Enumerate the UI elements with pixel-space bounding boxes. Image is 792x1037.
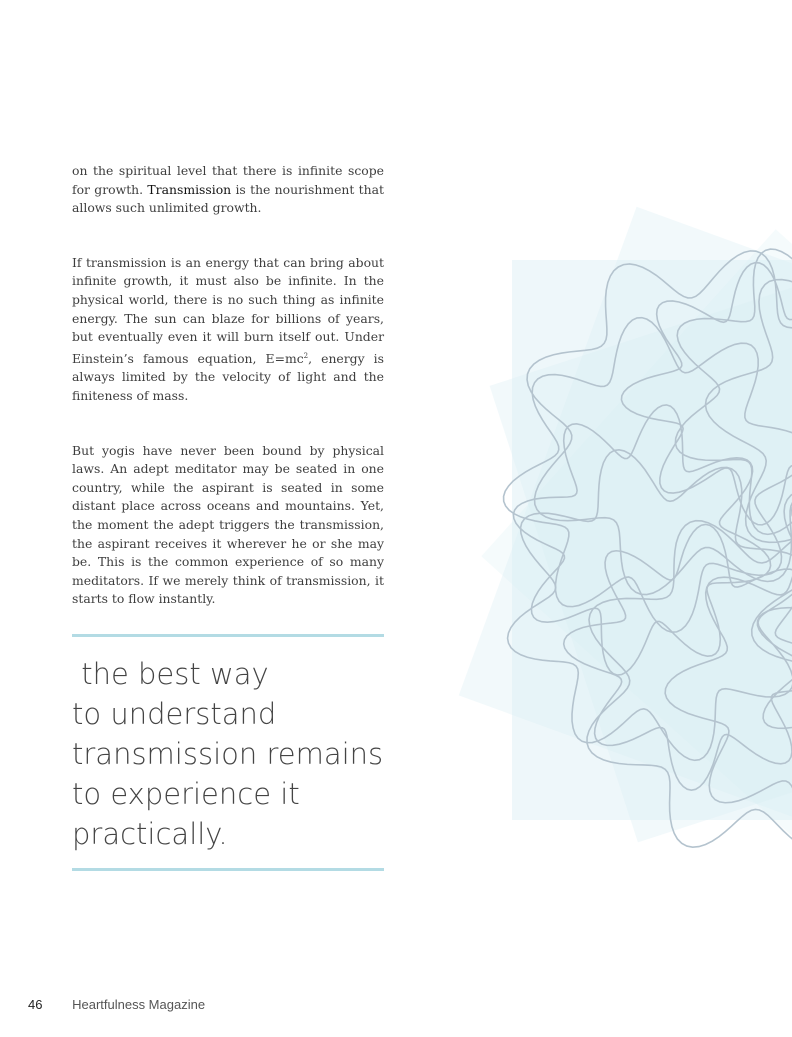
article-body: [72, 162, 384, 645]
page-footer: [28, 997, 205, 1012]
paragraph-2: [72, 254, 384, 406]
mandala-illustration: [380, 130, 792, 890]
pull-quote-top-rule: [72, 634, 384, 637]
paragraph-2-text-b: , energy is always limited by the velocity of light and the finiteness of mass.: [72, 350, 384, 404]
paragraph-1-text-b: is the nourishment that allows such unlimited growth.: [72, 181, 384, 216]
transmission-term: Transmission: [147, 181, 232, 197]
paragraph-1: [72, 162, 384, 218]
pull-quote-line: transmission remains: [72, 737, 384, 771]
pull-quote-line: to understand: [72, 697, 277, 731]
pull-quote-bottom-rule: [72, 868, 384, 871]
pull-quote-line: practically.: [72, 817, 228, 851]
paragraph-1-text-a: on the spiritual level that there is infinite scope for growth.: [72, 163, 384, 197]
publication-name: Heartfulness Magazine: [72, 997, 206, 1012]
pull-quote-line: to experience it: [72, 777, 300, 811]
paragraph-3: But yogis have never been bound by physical laws. An adept meditator may be seated in one country, while the aspirant is seated in some distant place across oceans and mountains. Yet, the moment the adept triggers the transmission, the aspirant receives it wherever he or she may be. This is the common experience of so many meditators. If we merely think of transmission, it starts to flow instantly.: [72, 442, 384, 607]
pull-quote: [72, 654, 392, 854]
page-number: 46: [28, 997, 43, 1012]
paragraph-2-text-a: If transmission is an energy that can bring about infinite growth, it must also be infinite. In the physical world, there is no such thing as infinite energy. The sun can blaze for billions of years, but eventually even it will burn itself out. Under Einstein’s famous equation, E=mc: [72, 254, 384, 366]
pull-quote-line: the best way: [72, 657, 269, 691]
translucent-square-shapes: [459, 207, 792, 873]
superscript-two: 2: [303, 351, 309, 360]
